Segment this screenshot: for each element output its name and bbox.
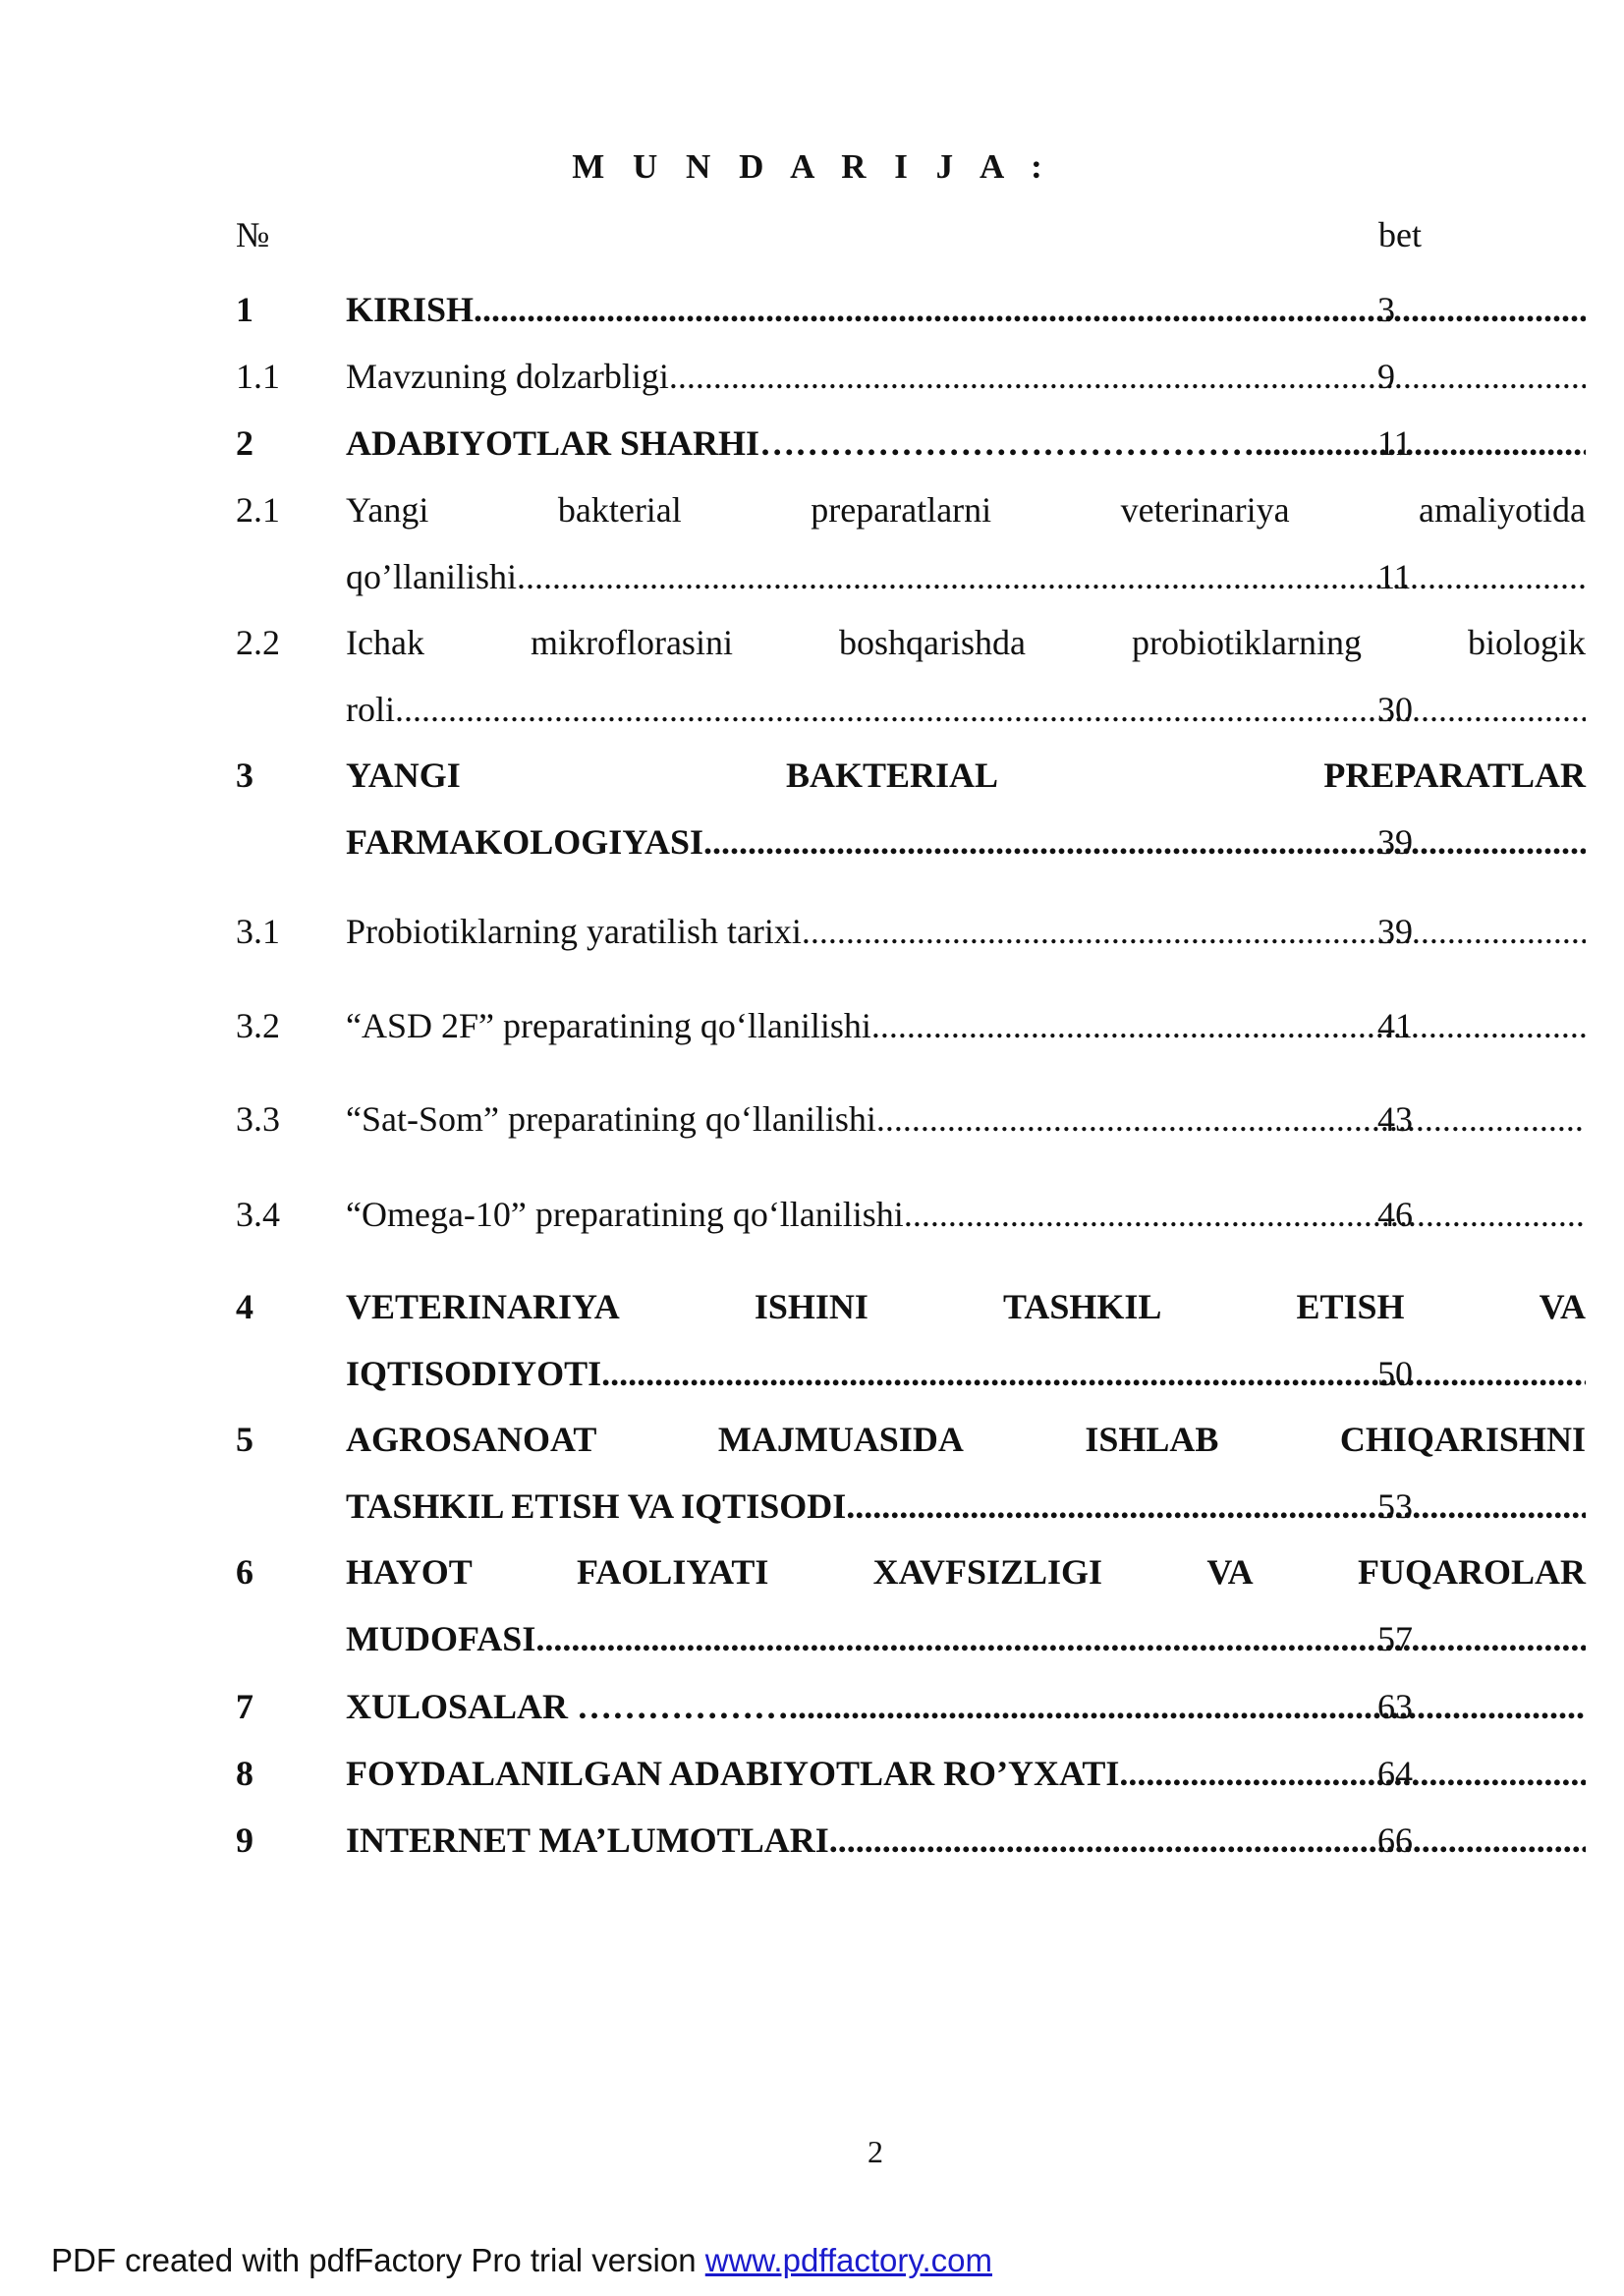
page-column-header: bet — [1378, 215, 1422, 254]
toc-entry-number: 2.2 — [236, 623, 280, 662]
toc-entry-page: 11 — [1377, 557, 1412, 596]
toc-entry-title — [346, 343, 1586, 410]
dot-leader — [535, 1605, 1586, 1672]
toc-entry-title: YANGI BAKTERIAL PREPARATLAR FARMAKOLOGIYASI ..... — [346, 742, 1586, 875]
toc-entry-text: FARMAKOLOGIYASI — [346, 822, 704, 862]
toc-entry-page: 11 — [1377, 423, 1412, 463]
toc-entry-page: 66 — [1377, 1820, 1413, 1860]
toc-entry-page: 57 — [1377, 1619, 1413, 1658]
dot-leader — [669, 343, 1586, 410]
toc-entry-number: 2 — [236, 423, 253, 463]
toc-entry-text: FOYDALANILGAN ADABIYOTLAR RO’YXATI — [346, 1754, 1120, 1793]
toc-entry-page: 43 — [1377, 1099, 1413, 1139]
dot-leader — [829, 1807, 1586, 1874]
toc-entry-number: 8 — [236, 1754, 253, 1793]
toc-entry-text: “Omega-10” preparatining qo‘llanilishi — [346, 1195, 904, 1234]
number-column-header: № — [236, 215, 270, 254]
dot-leader — [703, 809, 1586, 875]
dot-leader — [1255, 410, 1586, 476]
toc-entry-text: “Sat-Som” preparatining qo‘llanilishi — [346, 1099, 876, 1139]
dot-leader — [904, 1181, 1586, 1248]
toc-entry-number: 5 — [236, 1420, 253, 1459]
toc-entry-number: 3.1 — [236, 912, 280, 951]
toc-entry-number: 1.1 — [236, 357, 280, 396]
toc-entry-title: Yangi bakterial preparatlarni veterinariya amaliyotida qo’llanilishi ..... — [346, 476, 1586, 610]
dot-leader — [871, 992, 1586, 1059]
toc-entry-text: KIRISH — [346, 290, 475, 329]
toc-entry-number: 3.2 — [236, 1006, 280, 1045]
dot-leader — [802, 898, 1586, 965]
dot-leader — [789, 1673, 1586, 1740]
toc-entry-number: 6 — [236, 1552, 253, 1592]
toc-entry-page: 64 — [1377, 1754, 1413, 1793]
toc-entry-page: 30 — [1377, 690, 1413, 729]
toc-entry-title: Ichak mikroflorasini boshqarishda probiotiklarning biologik roli ..... — [346, 609, 1586, 743]
toc-entry-page: 3 — [1377, 290, 1395, 329]
dot-leader — [517, 543, 1586, 610]
toc-entry-number: 4 — [236, 1287, 253, 1326]
dot-leader — [846, 1473, 1586, 1540]
toc-entry-text: Probiotiklarning yaratilish tarixi — [346, 912, 802, 951]
footer-text: PDF created with pdfFactory Pro trial version — [51, 2242, 705, 2278]
toc-entry-number: 2.1 — [236, 490, 280, 530]
dot-leader — [876, 1086, 1586, 1152]
footer-link[interactable]: www.pdffactory.com — [704, 2242, 992, 2278]
toc-entry-title: AGROSANOAT MAJMUASIDA ISHLAB CHIQARISHNI TASHKIL ETISH VA IQTISODI ..... — [346, 1406, 1586, 1540]
toc-entry-number: 7 — [236, 1687, 253, 1726]
toc-entry-number: 3 — [236, 756, 253, 795]
toc-entry-page: 50 — [1377, 1354, 1413, 1393]
toc-entry-number: 9 — [236, 1820, 253, 1860]
page-title: M U N D A R I J A : — [572, 147, 1052, 186]
toc-entry-text: TASHKIL ETISH VA IQTISODI — [346, 1486, 847, 1526]
toc-entry-text: “ASD 2F” preparatining qo‘llanilishi — [346, 1006, 871, 1045]
toc-entry-text: INTERNET MA’LUMOTLARI — [346, 1820, 829, 1860]
toc-entry-page: 53 — [1377, 1486, 1413, 1526]
dot-leader — [1119, 1740, 1586, 1807]
dot-leader — [474, 276, 1586, 343]
toc-entry-page: 39 — [1377, 822, 1413, 862]
page-number: 2 — [868, 2134, 883, 2169]
pdf-footer — [51, 2242, 992, 2279]
toc-entry-page: 46 — [1377, 1195, 1413, 1234]
toc-entry-text: ADABIYOTLAR SHARHI…………………………………… — [346, 423, 1256, 463]
toc-entry-title: HAYOT FAOLIYATI XAVFSIZLIGI VA FUQAROLAR MUDOFASI ..... — [346, 1539, 1586, 1672]
toc-entry-text: Mavzuning dolzarbligi — [346, 357, 669, 396]
toc-entry-title — [346, 276, 1586, 343]
toc-entry-page: 41 — [1377, 1006, 1413, 1045]
toc-entry-number: 3.4 — [236, 1195, 280, 1234]
dot-leader — [601, 1340, 1586, 1407]
toc-entry-text: IQTISODIYOTI — [346, 1354, 602, 1393]
toc-entry-text: XULOSALAR ……………… — [346, 1687, 790, 1726]
toc-entry-page: 39 — [1377, 912, 1413, 951]
toc-entry-number: 1 — [236, 290, 253, 329]
toc-entry-page: 9 — [1377, 357, 1395, 396]
toc-entry-number: 3.3 — [236, 1099, 280, 1139]
toc-entry-title: VETERINARIYA ISHINI TASHKIL ETISH VA IQTISODIYOTI ..... — [346, 1273, 1586, 1407]
toc-entry-text: roli — [346, 690, 395, 729]
toc-entry-page: 63 — [1377, 1687, 1413, 1726]
toc-entry-text: qo’llanilishi — [346, 557, 517, 596]
toc-entry-text: MUDOFASI — [346, 1619, 536, 1658]
